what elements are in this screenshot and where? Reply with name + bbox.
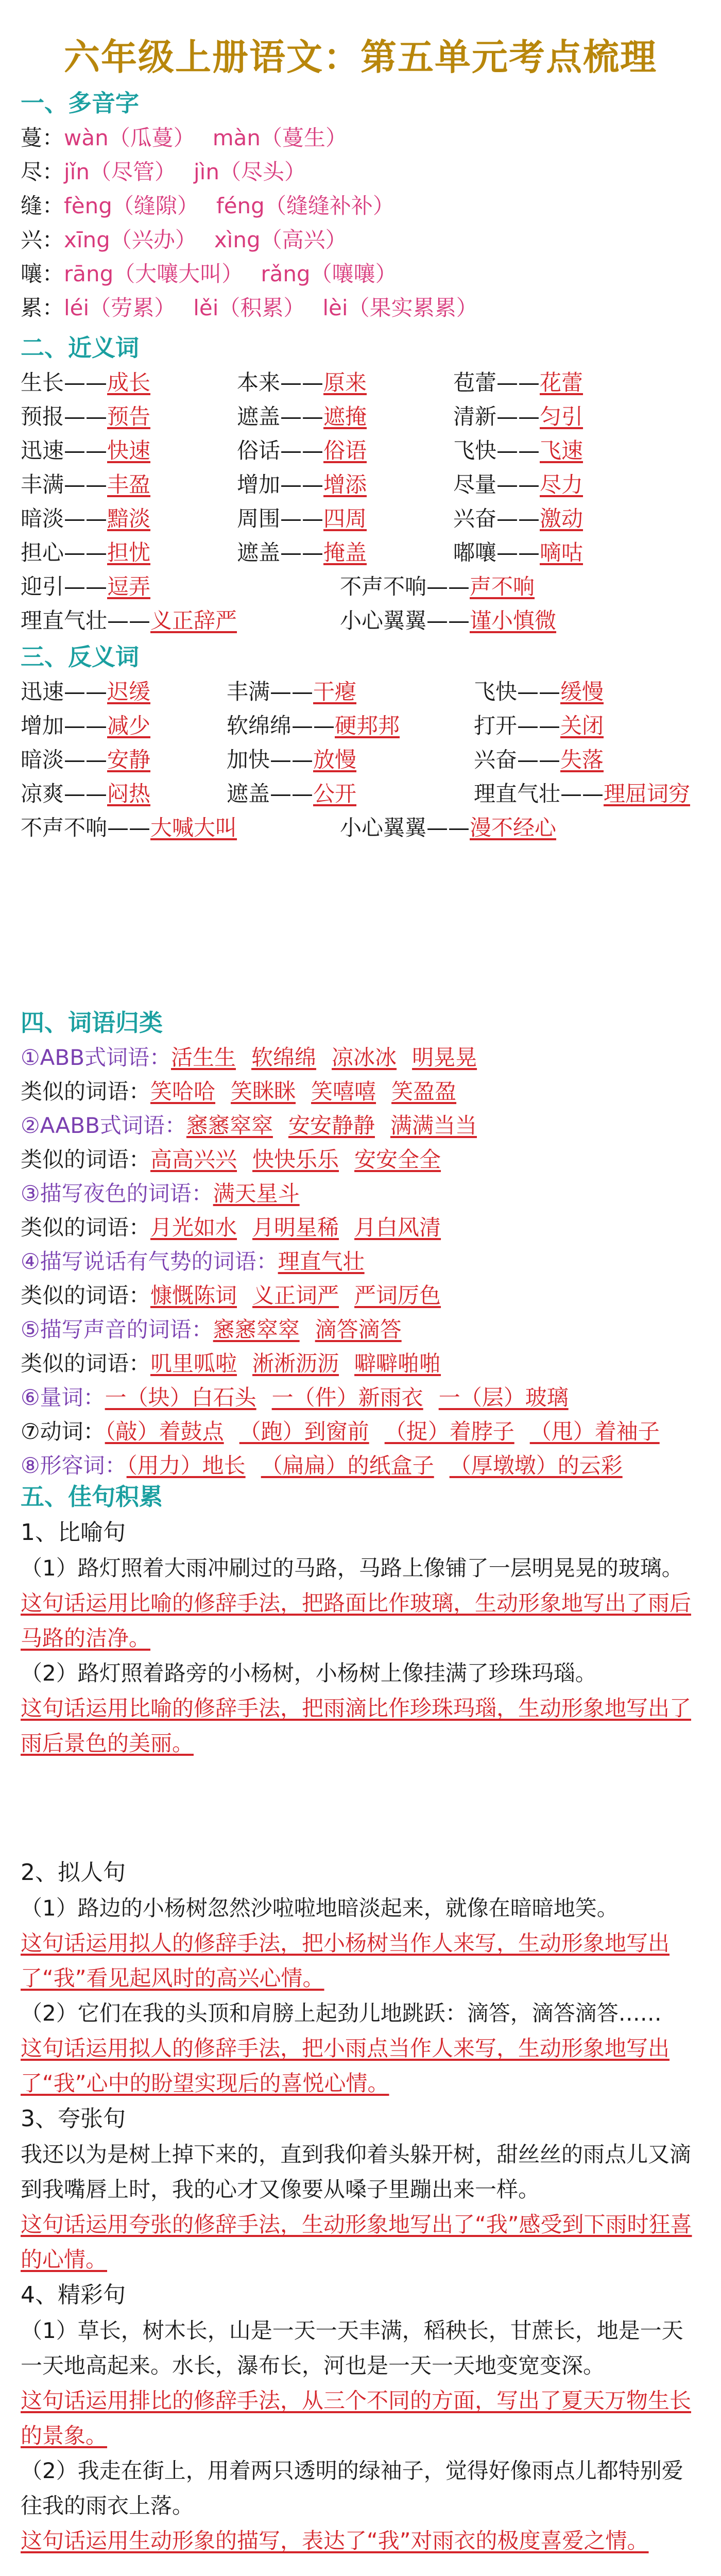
polyphone-reading: jìn（尽头） — [193, 159, 306, 184]
word: 俗话—— — [237, 438, 324, 463]
word: 生长—— — [21, 370, 108, 395]
word-group-item: 严词厉色 — [354, 1283, 441, 1308]
word-pair: 丰盈 — [107, 472, 151, 497]
antonym-row-cell — [21, 675, 227, 709]
word-group-item: 满天星斗 — [213, 1181, 300, 1206]
word-group-label: 类似的词语： — [21, 1351, 151, 1376]
word-pair: 干瘪 — [313, 679, 357, 704]
synonym-row-cell — [237, 536, 453, 570]
synonym-row-cell — [21, 366, 237, 400]
word-pair: 理屈词穷 — [604, 781, 691, 806]
word-pair: 关闭 — [560, 713, 604, 738]
section-heading: 五、佳句积累 — [21, 1483, 163, 1511]
word-group-row — [21, 1279, 700, 1313]
section-heading: 三、反义词 — [21, 643, 139, 671]
polyphone-reading: féng（缝缝补补） — [216, 193, 394, 218]
word-group-item: 明晃晃 — [412, 1045, 477, 1070]
word: 小心翼翼—— — [340, 815, 470, 840]
word-group-item: 理直气壮 — [278, 1249, 365, 1274]
word-pair: 花蕾 — [540, 370, 583, 395]
word: 清新—— — [453, 404, 540, 429]
polyphone-char: 蔓： — [21, 125, 64, 150]
word: 遮盖—— — [237, 404, 324, 429]
word-group-item: （甩）着袖子 — [529, 1419, 660, 1444]
synonym-row-cell — [237, 468, 453, 502]
word: 飞快—— — [453, 438, 540, 463]
word-group-item: 高高兴兴 — [150, 1147, 237, 1172]
sentence: （2）我走在街上，用着两只透明的绿袖子，觉得好像雨点儿都特别爱往我的雨衣上落。 — [21, 2458, 683, 2518]
word-pair: 闷热 — [107, 781, 151, 806]
word-pair: 公开 — [313, 781, 357, 806]
word-group-item: （厚墩墩）的云彩 — [449, 1453, 623, 1478]
synonym-row — [21, 366, 700, 400]
polyphone-row — [21, 121, 700, 155]
antonym-row-cell — [474, 709, 700, 743]
polyphone-char: 累： — [21, 295, 64, 320]
word-group-item: 笑盈盈 — [391, 1079, 457, 1104]
polyphone-reading: lěi（积累） — [193, 295, 305, 320]
section-synonyms — [21, 330, 700, 638]
word-pair: 成长 — [107, 370, 151, 395]
word: 理直气壮—— — [474, 781, 604, 806]
synonym-row-cell — [21, 536, 237, 570]
sentence: （2）它们在我的头顶和肩膀上起劲儿地跳跃：滴答，滴答滴答…… — [21, 2001, 662, 2026]
word-group-label: ①ABB式词语： — [21, 1045, 171, 1070]
polyphone-char: 缝： — [21, 193, 64, 218]
antonym-row — [21, 675, 700, 709]
word: 尽量—— — [453, 472, 540, 497]
word-group-item: 月白风清 — [354, 1215, 441, 1240]
word: 迅速—— — [21, 438, 108, 463]
word-group-item: （跑）到窗前 — [239, 1419, 369, 1444]
antonym-row-cell — [474, 777, 700, 811]
synonym-row-cell — [21, 400, 237, 434]
word-group-item: 慷慨陈词 — [150, 1283, 237, 1308]
word-group-row — [21, 1245, 700, 1279]
word-group-row — [21, 1381, 700, 1415]
word-group-item: （用力）地长 — [126, 1453, 246, 1478]
word-group-item: 一（件）新雨衣 — [271, 1385, 423, 1410]
word-group-row — [21, 1211, 700, 1245]
word: 小心翼翼—— — [340, 608, 470, 633]
antonym-row-cell — [340, 811, 659, 845]
polyphone-reading: léi（劳累） — [64, 295, 176, 320]
word-group-item: 月明星稀 — [252, 1215, 339, 1240]
word-group-row — [21, 1415, 700, 1449]
word-group-item: （敲）着鼓点 — [105, 1419, 224, 1444]
word-pair: 激动 — [540, 506, 583, 531]
word-group-row — [21, 1177, 700, 1211]
word-pair: 迟缓 — [107, 679, 151, 704]
analysis: 这句话运用拟人的修辞手法，把小雨点当作人来写，生动形象地写出了“我”心中的盼望实现后的喜悦心情。 — [21, 2036, 670, 2096]
word: 凉爽—— — [21, 781, 108, 806]
word-pair: 尽力 — [540, 472, 583, 497]
polyphone-reading: wàn（瓜蔓） — [64, 125, 195, 150]
word-group-item: 滴答滴答 — [315, 1317, 402, 1342]
word-group-item: 笑哈哈 — [150, 1079, 216, 1104]
word-group-item: 笑嘻嘻 — [311, 1079, 376, 1104]
word-group-label: ③描写夜色的词语： — [21, 1181, 213, 1206]
word-group-row — [21, 1313, 700, 1347]
synonym-row-cell — [237, 434, 453, 468]
synonym-row-cell — [453, 434, 670, 468]
word-pair: 义正辞严 — [150, 608, 237, 633]
word: 不声不响—— — [340, 574, 470, 599]
word-pair: 嘀咕 — [540, 540, 583, 565]
word: 担心—— — [21, 540, 108, 565]
word: 增加—— — [237, 472, 324, 497]
word: 打开—— — [474, 713, 561, 738]
word: 软绵绵—— — [227, 713, 335, 738]
synonym-row-cell — [453, 400, 670, 434]
word: 增加—— — [21, 713, 108, 738]
antonym-row — [21, 811, 700, 845]
polyphone-reading: rǎng（嚷嚷） — [261, 261, 397, 286]
word-pair: 匀引 — [540, 404, 583, 429]
word-group-row — [21, 1075, 700, 1109]
word: 苞蕾—— — [453, 370, 540, 395]
antonym-row-cell — [21, 709, 227, 743]
word-group-row — [21, 1109, 700, 1143]
word-group-item: 淅淅沥沥 — [252, 1351, 339, 1376]
word: 嘟嚷—— — [453, 540, 540, 565]
sentence: （1）路边的小杨树忽然沙啦啦地暗淡起来，就像在暗暗地笑。 — [21, 1895, 619, 1921]
word: 兴奋—— — [474, 747, 561, 772]
section-heading: 四、词语归类 — [21, 1009, 163, 1037]
word-pair: 快速 — [107, 438, 151, 463]
word: 加快—— — [227, 747, 314, 772]
word: 暗淡—— — [21, 506, 108, 531]
synonym-row — [21, 468, 700, 502]
word: 不声不响—— — [21, 815, 151, 840]
word-group-item: （扁扁）的纸盒子 — [261, 1453, 434, 1478]
antonym-row — [21, 743, 700, 777]
synonym-row-cell — [21, 502, 237, 536]
word-pair: 大喊大叫 — [150, 815, 237, 840]
word-pair: 飞速 — [540, 438, 583, 463]
word-group-item: 窸窸窣窣 — [186, 1113, 273, 1138]
synonym-row-cell — [453, 366, 670, 400]
analysis: 这句话运用比喻的修辞手法，把雨滴比作珍珠玛瑙，生动形象地写出了雨后景色的美丽。 — [21, 1696, 692, 1756]
word-group-item: 满满当当 — [390, 1113, 477, 1138]
polyphone-reading: jǐn（尽管） — [64, 159, 176, 184]
page-title: 六年级上册语文：第五单元考点梳理 — [64, 36, 657, 78]
analysis: 这句话运用夸张的修辞手法，生动形象地写出了“我”感受到下雨时狂喜的心情。 — [21, 2212, 692, 2272]
word: 周围—— — [237, 506, 324, 531]
word-pair: 俗语 — [323, 438, 367, 463]
word-group-item: （捉）着脖子 — [384, 1419, 514, 1444]
section-heading: 二、近义词 — [21, 334, 139, 362]
word-group-label: 类似的词语： — [21, 1147, 151, 1172]
word-group-item: 噼噼啪啪 — [354, 1351, 441, 1376]
analysis: 这句话运用拟人的修辞手法，把小杨树当作人来写，生动形象地写出了“我”看见起风时的高兴心情。 — [21, 1930, 670, 1991]
word-pair: 声不响 — [470, 574, 535, 599]
word-group-row — [21, 1347, 700, 1381]
sentence: （1）草长，树木长，山是一天一天丰满，稻秧长，甘蔗长，地是一天一天地高起来。水长，瀑布长，河也是一天一天地变宽变深。 — [21, 2318, 683, 2378]
word-pair: 预告 — [107, 404, 151, 429]
section-word-groups — [21, 1005, 700, 1483]
word-group-item: 软绵绵 — [251, 1045, 317, 1070]
word-group-label: 类似的词语： — [21, 1215, 151, 1240]
word-group-label: ②AABB式词语： — [21, 1113, 186, 1138]
word-group-item: 一（块）白石头 — [105, 1385, 256, 1410]
synonym-row-cell — [237, 400, 453, 434]
word: 理直气壮—— — [21, 608, 151, 633]
word-pair: 增添 — [323, 472, 367, 497]
section-sentences — [21, 1479, 700, 1761]
word-group-item: 一（层）玻璃 — [438, 1385, 569, 1410]
section-polyphonic — [21, 85, 700, 325]
word-pair: 谨小慎微 — [470, 608, 557, 633]
antonym-row-cell — [21, 777, 227, 811]
word-group-label: ④描写说话有气势的词语： — [21, 1249, 278, 1274]
synonym-row — [21, 502, 700, 536]
word-group-label: ⑧形容词： — [21, 1453, 127, 1478]
antonym-row-cell — [227, 743, 474, 777]
word-pair: 担忧 — [107, 540, 151, 565]
word: 暗淡—— — [21, 747, 108, 772]
word-pair: 失落 — [560, 747, 604, 772]
sub-heading: 1、比喻句 — [21, 1519, 126, 1546]
synonym-row-cell — [340, 604, 659, 638]
word-group-row — [21, 1041, 700, 1075]
antonym-row-cell — [474, 675, 700, 709]
antonym-row-cell — [227, 709, 474, 743]
word-pair: 漫不经心 — [470, 815, 557, 840]
word-pair: 黯淡 — [107, 506, 151, 531]
word-group-item: 活生生 — [171, 1045, 236, 1070]
word-pair: 硬邦邦 — [335, 713, 400, 738]
polyphone-char: 嚷： — [21, 261, 64, 286]
word-group-item: 月光如水 — [150, 1215, 237, 1240]
word: 兴奋—— — [453, 506, 540, 531]
word-group-label: 类似的词语： — [21, 1283, 151, 1308]
synonym-row-cell — [453, 468, 670, 502]
polyphone-reading: lèi（果实累累） — [322, 295, 478, 320]
word-pair: 遮掩 — [323, 404, 367, 429]
word-pair: 安静 — [107, 747, 151, 772]
word: 本来—— — [237, 370, 324, 395]
polyphone-row — [21, 223, 700, 257]
antonym-row-cell — [21, 743, 227, 777]
sub-heading: 4、精彩句 — [21, 2282, 126, 2308]
synonym-row — [21, 604, 700, 638]
word: 飞快—— — [474, 679, 561, 704]
section-antonyms — [21, 639, 700, 845]
word-pair: 放慢 — [313, 747, 357, 772]
sentence: （1）路灯照着大雨冲刷过的马路，马路上像铺了一层明晃晃的玻璃。 — [21, 1555, 683, 1581]
antonym-row — [21, 777, 700, 811]
sub-heading: 3、夸张句 — [21, 2106, 126, 2132]
word-pair: 逗弄 — [107, 574, 151, 599]
word: 迅速—— — [21, 679, 108, 704]
word-pair: 缓慢 — [560, 679, 604, 704]
synonym-row-cell — [21, 570, 340, 604]
word: 丰满—— — [227, 679, 314, 704]
synonym-row-cell — [21, 434, 237, 468]
synonym-row — [21, 400, 700, 434]
word-pair: 减少 — [107, 713, 151, 738]
synonym-row — [21, 434, 700, 468]
sentence: （2）路灯照着路旁的小杨树，小杨树上像挂满了珍珠玛瑙。 — [21, 1660, 597, 1686]
polyphone-reading: xìng（高兴） — [214, 227, 347, 252]
word-pair: 掩盖 — [323, 540, 367, 565]
polyphone-reading: xīng（兴办） — [64, 227, 197, 252]
synonym-row — [21, 536, 700, 570]
synonym-row-cell — [21, 468, 237, 502]
polyphone-reading: fèng（缝隙） — [64, 193, 199, 218]
antonym-row-cell — [227, 675, 474, 709]
polyphone-reading: rāng（大嚷大叫） — [64, 261, 244, 286]
word-group-label: 类似的词语： — [21, 1079, 151, 1104]
word-group-row — [21, 1449, 700, 1483]
word-group-item: 安安全全 — [354, 1147, 441, 1172]
section-sentences-personification — [21, 1855, 700, 2558]
word-group-item: 快快乐乐 — [252, 1147, 339, 1172]
polyphone-char: 兴： — [21, 227, 64, 252]
polyphone-row — [21, 291, 700, 325]
analysis: 这句话运用比喻的修辞手法，把路面比作玻璃，生动形象地写出了雨后马路的洁净。 — [21, 1590, 692, 1651]
sub-heading: 2、拟人句 — [21, 1859, 126, 1886]
word-pair: 四周 — [323, 506, 367, 531]
section-heading: 一、多音字 — [21, 89, 139, 117]
polyphone-row — [21, 257, 700, 291]
synonym-row-cell — [453, 536, 670, 570]
synonym-row-cell — [21, 604, 340, 638]
word-group-item: 义正词严 — [252, 1283, 339, 1308]
word: 预报—— — [21, 404, 108, 429]
word-group-item: 笑眯眯 — [231, 1079, 296, 1104]
word-group-label: ⑥量词： — [21, 1385, 105, 1410]
synonym-row-cell — [237, 366, 453, 400]
synonym-row-cell — [453, 502, 670, 536]
polyphone-char: 尽： — [21, 159, 64, 184]
polyphone-row — [21, 155, 700, 189]
sentence: 我还以为是树上掉下来的，直到我仰着头躲开树，甜丝丝的雨点儿又滴到我嘴唇上时，我的心才又像要从嗓子里蹦出来一样。 — [21, 2142, 692, 2202]
polyphone-reading: màn（蔓生） — [212, 125, 348, 150]
polyphone-row — [21, 189, 700, 223]
word-group-label: ⑦动词： — [21, 1419, 105, 1444]
antonym-row-cell — [474, 743, 700, 777]
word: 丰满—— — [21, 472, 108, 497]
analysis: 这句话运用排比的修辞手法，从三个不同的方面，写出了夏天万物生长的景象。 — [21, 2388, 692, 2448]
word-group-item: 凉冰冰 — [332, 1045, 397, 1070]
word-pair: 原来 — [323, 370, 367, 395]
word-group-item: 窸窸窣窣 — [213, 1317, 300, 1342]
word-group-item: 叽里呱啦 — [150, 1351, 237, 1376]
antonym-row-cell — [227, 777, 474, 811]
antonym-row — [21, 709, 700, 743]
antonym-row-cell — [21, 811, 340, 845]
synonym-row-cell — [237, 502, 453, 536]
analysis: 这句话运用生动形象的描写，表达了“我”对雨衣的极度喜爱之情。 — [21, 2528, 649, 2553]
word: 迎引—— — [21, 574, 108, 599]
word: 遮盖—— — [227, 781, 314, 806]
word-group-label: ⑤描写声音的词语： — [21, 1317, 213, 1342]
synonym-row — [21, 570, 700, 604]
word: 遮盖—— — [237, 540, 324, 565]
word-group-item: 安安静静 — [288, 1113, 375, 1138]
word-group-row — [21, 1143, 700, 1177]
synonym-row-cell — [340, 570, 659, 604]
